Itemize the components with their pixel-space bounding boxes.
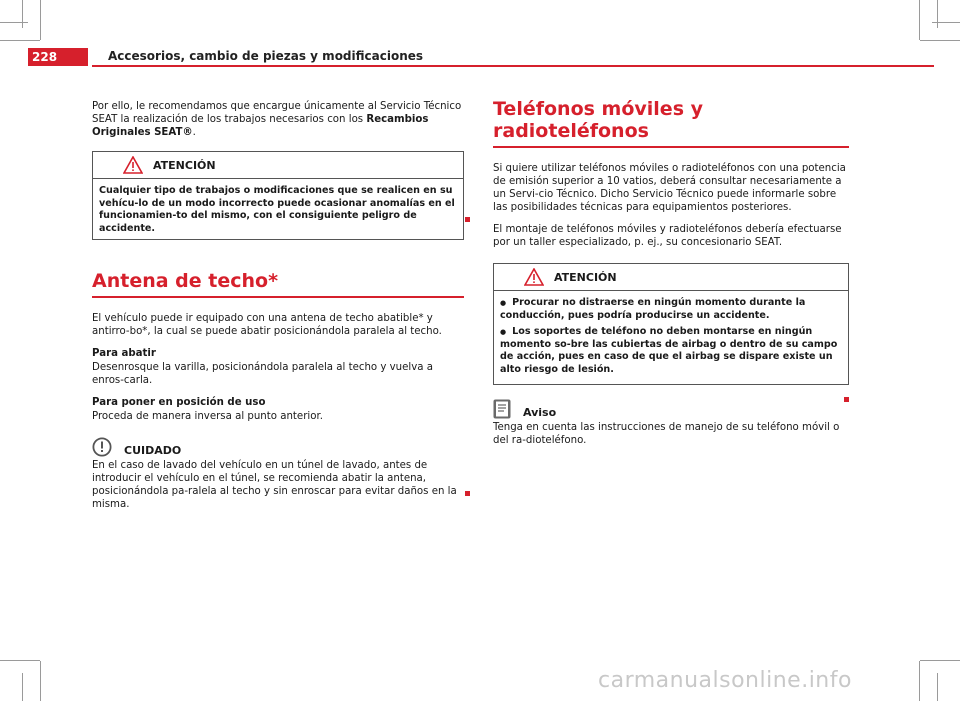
list-item: ● Procurar no distraerse en ningún momento durante la conducción, pues podría producirse un accidente. (500, 297, 806, 321)
watermark: carmanualsonline.info (598, 668, 852, 693)
warning-triangle-icon (123, 156, 143, 174)
crop-mark (0, 660, 40, 661)
subheading-abatir: Para abatir (92, 348, 156, 359)
crop-mark (40, 0, 41, 40)
abatir-paragraph: Desenrosque la varilla, posicionándola paralela al techo y vuelva a enros-carla. (92, 362, 433, 386)
caution-text: En el caso de lavado del vehículo en un túnel de lavado, antes de introducir el vehículo en el túnel, se recomienda abatir la antena, posicionándola pa-ralela al techo y sin enroscar para evitar daños en la misma. (92, 460, 457, 510)
warning-triangle-icon (524, 268, 544, 286)
crop-mark (920, 40, 960, 41)
antenna-paragraph: El vehículo puede ir equipado con una antena de techo abatible* y antirro-bo*, la cual se puede abatir posicionándola paralela al techo. (92, 313, 442, 337)
crop-mark (0, 22, 28, 23)
caution-circle-icon (92, 437, 112, 457)
section-end-marker (844, 397, 849, 402)
crop-mark (22, 673, 23, 701)
posicion-uso-paragraph: Proceda de manera inversa al punto anterior. (92, 411, 323, 422)
warning-header (494, 264, 848, 291)
caution-header (92, 437, 464, 457)
warning-box (493, 263, 849, 385)
warning-title: ATENCIÓN (554, 270, 617, 284)
crop-mark (919, 0, 920, 40)
note-text: Tenga en cuenta las instrucciones de manejo de su teléfono móvil o del ra-dioteléfono. (493, 422, 840, 446)
section-end-marker (465, 217, 470, 222)
page-header-title: Accesorios, cambio de piezas y modificaciones (108, 49, 424, 63)
subheading-posicion-uso: Para poner en posición de uso (92, 397, 266, 408)
header-divider (92, 65, 934, 67)
section-title-antenna: Antena de techo* (92, 270, 279, 292)
section-rule (92, 296, 464, 298)
right-column (493, 98, 849, 456)
intro-bold: Recambios Originales SEAT® (92, 114, 429, 138)
crop-mark (0, 40, 40, 41)
crop-mark (937, 0, 938, 28)
section-title-phones: Teléfonos móviles y radioteléfonos (493, 98, 704, 142)
left-column (92, 100, 464, 520)
warning-text: Cualquier tipo de trabajos o modificaciones que se realicen en su vehícu-lo de un modo incorrecto puede ocasionar anomalías en el funcionamien-to del mismo, con el consiguiente peligro de accidente. (99, 185, 455, 234)
crop-mark (937, 673, 938, 701)
note-header (493, 399, 849, 419)
crop-mark (920, 660, 960, 661)
phones-paragraph-1: Si quiere utilizar teléfonos móviles o radioteléfonos con una potencia de emisión superior a 10 vatios, deberá consultar necesariamente a un Servi-cio Técnico. Dicho Servicio Técnico puede informarle sobre las posibilidades técnicas para equipamientos posteriores. (493, 163, 846, 213)
section-end-marker (465, 491, 470, 496)
warning-list (494, 291, 848, 384)
list-item: ● Los soportes de teléfono no deben montarse en ningún momento so-bre las cubiertas de airbag o dentro de su campo de acción, pues en caso de que el airbag se dispare existe un alto riesgo de lesión. (500, 326, 838, 375)
caution-title: CUIDADO (124, 444, 182, 457)
note-title: Aviso (523, 406, 557, 419)
crop-mark (22, 0, 23, 28)
warning-box (92, 151, 464, 240)
crop-mark (40, 661, 41, 701)
section-rule (493, 146, 849, 148)
warning-title: ATENCIÓN (153, 158, 216, 172)
warning-header (93, 152, 463, 179)
intro-paragraph: Por ello, le recomendamos que encargue únicamente al Servicio Técnico SEAT la realización de los trabajos necesarios con los Recambios Originales SEAT®. (92, 101, 462, 138)
crop-mark (919, 661, 920, 701)
phones-paragraph-2: El montaje de teléfonos móviles y radioteléfonos debería efectuarse por un taller especializado, p. ej., su concesionario SEAT. (493, 224, 842, 248)
note-icon (493, 399, 511, 419)
page-number: 228 (28, 48, 88, 66)
